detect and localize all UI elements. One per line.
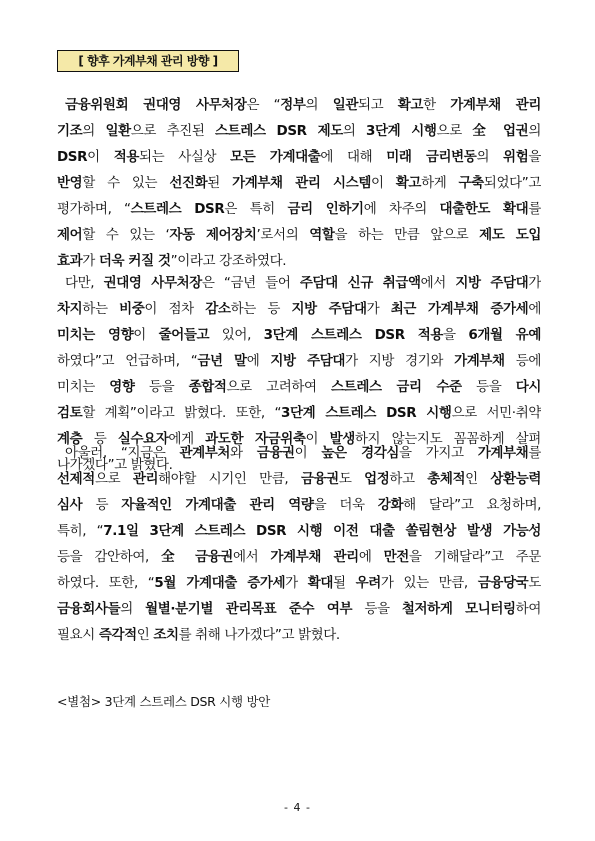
text-run: 으로 서민·취약: [451, 405, 541, 421]
text-run: 의: [305, 97, 333, 113]
bold-run: 적용: [113, 149, 140, 165]
text-run: 가: [528, 275, 541, 291]
bold-run: 발생: [329, 431, 355, 447]
text-run: 하고: [389, 471, 428, 487]
bold-run: 미치는 영향: [57, 327, 134, 343]
text-run: 의: [476, 149, 504, 165]
text-run: 을 기해달라”고 주문: [408, 549, 541, 565]
text-run: 미치는: [57, 379, 110, 395]
text-run: 에: [358, 549, 384, 565]
bold-run: 금리 인하기: [287, 201, 364, 217]
text-run: 하게: [421, 175, 459, 191]
bold-run: 더욱 커질 것: [98, 253, 171, 269]
bold-run: 지방 주담대: [270, 353, 346, 369]
text-run: 은 특히: [224, 201, 288, 217]
bold-run: 선진화: [169, 175, 208, 191]
bold-run: 총체적: [427, 471, 466, 487]
bold-run: 3단계 시행: [366, 123, 437, 139]
text-run: 되는 사실상: [139, 149, 231, 165]
bold-run: 6개월 유예: [468, 327, 541, 343]
bold-run: 강화: [377, 497, 404, 513]
bold-run: 관계부처: [179, 445, 231, 461]
text-run: 되었다”고: [483, 175, 541, 191]
text-line: [57, 222, 541, 248]
bold-run: 지방 주담대: [455, 275, 529, 291]
text-run: 하는: [82, 301, 120, 317]
text-line: [57, 622, 541, 648]
bold-run: 금융권: [256, 445, 295, 461]
text-run: 하였다”고 언급하며, “: [57, 353, 198, 369]
bold-run: 영향: [109, 379, 135, 395]
text-run: 에게: [168, 431, 206, 447]
text-run: 를 취해 나가겠다”고 밝혔다.: [178, 627, 340, 643]
text-run: 등: [82, 497, 122, 513]
text-run: 나가겠다”고 밝혔다.: [57, 457, 173, 473]
text-run: 등을 감안하여,: [57, 549, 162, 565]
bold-run: 가계부채: [454, 353, 505, 369]
bold-run: 금융당국: [477, 575, 529, 591]
text-run: 인: [465, 471, 491, 487]
bold-run: 높은 경각심: [321, 445, 400, 461]
text-run: 다만,: [65, 275, 104, 291]
text-run: 에: [246, 353, 271, 369]
bold-run: 3단계 스트레스 DSR 적용: [263, 327, 444, 343]
text-run: 필요시: [57, 627, 99, 643]
text-run: 있어,: [209, 327, 264, 343]
bold-run: 역할: [309, 227, 335, 243]
paragraph-policy-evaluation: [57, 92, 541, 274]
text-run: 에 차주의: [363, 201, 440, 217]
text-run: 해 달라”고 요청하며,: [403, 497, 541, 513]
bold-run: 확대: [307, 575, 334, 591]
bold-run: 심사: [57, 497, 83, 513]
bold-run: 과도한 자금위축: [205, 431, 306, 447]
text-run: 을 하는 만큼 앞으로: [334, 227, 480, 243]
page-number: - 4 -: [284, 801, 311, 814]
bold-run: 종합적: [188, 379, 227, 395]
text-run: 등을: [134, 379, 189, 395]
bold-run: 월별·분기별 관리목표 준수 여부: [145, 601, 353, 617]
bold-run: 조치: [153, 627, 179, 643]
bold-run: 권대영 사무처장: [103, 275, 202, 291]
text-run: 이 점차: [144, 301, 206, 317]
text-run: 가: [285, 575, 308, 591]
text-line: [57, 466, 541, 492]
text-run: 도: [338, 471, 365, 487]
bold-run: 계층: [57, 431, 83, 447]
text-line: [57, 296, 541, 322]
text-run: 에서: [232, 549, 271, 565]
bold-run: 위험: [503, 149, 529, 165]
text-run: 해야할 시기인 만큼,: [158, 471, 301, 487]
bold-run: 자율적인 가계대출 관리 역량: [121, 497, 314, 513]
bold-run: 즉각적: [98, 627, 137, 643]
bold-run: 철저하게 모니터링: [401, 601, 516, 617]
text-run: 하였다. 또한, “: [57, 575, 155, 591]
bold-run: 선제적: [57, 471, 95, 487]
text-line: [57, 144, 541, 170]
bold-run: 차지: [57, 301, 83, 317]
text-run: 으로 고려하여: [226, 379, 332, 395]
bold-run: 금융회사들: [57, 601, 121, 617]
text-run: 이: [370, 175, 396, 191]
text-run: 되고: [357, 97, 398, 113]
bold-run: 최근 가계부채 증가세: [390, 301, 529, 317]
text-line: [57, 322, 541, 348]
text-line: [57, 270, 541, 296]
text-run: 등을: [352, 601, 402, 617]
text-line: [57, 196, 541, 222]
bold-run: 감소: [205, 301, 231, 317]
bold-run: 가계부채: [477, 445, 529, 461]
text-run: 의: [82, 123, 106, 139]
text-run: 에: [528, 301, 541, 317]
bold-run: 정부: [280, 97, 306, 113]
text-line: [57, 400, 541, 426]
text-run: 에서: [420, 275, 456, 291]
text-run: 이: [305, 431, 330, 447]
bold-run: 줄어들고: [158, 327, 210, 343]
bold-run: 검토: [57, 405, 83, 421]
text-run: 를: [528, 201, 541, 217]
text-run: 될: [333, 575, 356, 591]
bold-run: 금융위원회 권대영 사무처장: [65, 97, 247, 113]
bold-run: 미래 금리변동: [386, 149, 477, 165]
text-line: [57, 92, 541, 118]
bold-run: 3단계 스트레스 DSR 시행: [281, 405, 452, 421]
bold-run: 일관: [332, 97, 358, 113]
bold-run: 제어: [57, 227, 83, 243]
bold-run: 금융권: [300, 471, 339, 487]
text-run: 와: [230, 445, 257, 461]
bold-run: 지방 주담대: [291, 301, 367, 317]
text-run: ’로서의: [256, 227, 310, 243]
text-line: [57, 518, 541, 544]
text-line: [57, 374, 541, 400]
text-line: [57, 118, 541, 144]
bold-run: 효과: [57, 253, 83, 269]
text-run: 아울러, “지금은: [65, 445, 180, 461]
bold-run: 다시: [515, 379, 541, 395]
text-run: 된: [207, 175, 233, 191]
paragraph-financial-sector-request: [57, 440, 541, 648]
text-run: 할 수 있는 ‘: [82, 227, 170, 243]
bold-run: 全 금융권: [161, 549, 233, 565]
text-run: 를: [528, 445, 541, 461]
text-run: 을: [528, 149, 541, 165]
text-run: 이: [294, 445, 322, 461]
text-run: 특히, “: [57, 523, 104, 539]
section-heading: [ 향후 가계부채 관리 방향 ]: [57, 50, 239, 72]
bold-run: 상환능력: [490, 471, 541, 487]
bold-run: 가계부채 관리 시스템: [232, 175, 371, 191]
bold-run: 5월 가계대출 증가세: [154, 575, 286, 591]
bold-run: 반영: [57, 175, 83, 191]
bold-run: 확고: [395, 175, 422, 191]
text-line: [57, 440, 541, 466]
text-line: [57, 492, 541, 518]
text-run: 등: [82, 431, 118, 447]
text-run: ”이라고 강조하였다.: [170, 253, 287, 269]
text-run: 가: [82, 253, 99, 269]
text-run: 이: [87, 149, 114, 165]
text-run: 할 수 있는: [82, 175, 170, 191]
bold-run: 가계부채 관리: [270, 549, 359, 565]
text-run: 가: [366, 301, 391, 317]
bold-run: 스트레스 DSR 제도: [215, 123, 343, 139]
bold-run: 스트레스 금리 수준: [331, 379, 462, 395]
bold-run: 비중: [119, 301, 145, 317]
text-line: [57, 596, 541, 622]
text-run: 은 “금년 들어: [201, 275, 300, 291]
text-run: 을 더욱: [313, 497, 378, 513]
bold-run: 구축: [458, 175, 484, 191]
text-run: 으로 추진된: [130, 123, 216, 139]
bold-run: 관리: [132, 471, 159, 487]
text-run: 평가하며, “: [57, 201, 131, 217]
text-run: 가 지방 경기와: [345, 353, 455, 369]
text-run: 에 대해: [320, 149, 387, 165]
text-run: 은 “: [246, 97, 281, 113]
bold-run: 7.1일 3단계 스트레스 DSR 시행 이전 대출 쏠림현상 발생 가능성: [103, 523, 541, 539]
text-run: 을: [443, 327, 469, 343]
text-run: 으로: [94, 471, 133, 487]
text-run: 등을: [461, 379, 516, 395]
text-run: 으로: [436, 123, 473, 139]
text-run: 이: [133, 327, 159, 343]
bold-run: 자동 제어장치: [169, 227, 257, 243]
text-run: 하는 등: [230, 301, 292, 317]
bold-run: 가계부채 관리: [450, 97, 541, 113]
bold-run: 주담대 신규 취급액: [299, 275, 421, 291]
text-run: 도: [528, 575, 541, 591]
text-line: [57, 570, 541, 596]
bold-run: 금년 말: [197, 353, 247, 369]
bold-run: 全 업권: [472, 123, 529, 139]
text-run: 가 있는 만큼,: [380, 575, 478, 591]
bold-run: 확고: [397, 97, 424, 113]
text-line: [57, 170, 541, 196]
text-line: [57, 348, 541, 374]
bold-run: 제도 도입: [479, 227, 541, 243]
text-run: 의: [342, 123, 367, 139]
text-run: 하지 않는지도 꼼꼼하게 살펴: [354, 431, 541, 447]
bold-run: 스트레스 DSR: [130, 201, 225, 217]
bold-run: 일환: [105, 123, 131, 139]
text-run: 한: [423, 97, 451, 113]
bold-run: 대출한도 확대: [439, 201, 529, 217]
text-run: 인: [136, 627, 154, 643]
text-run: 등에: [504, 353, 541, 369]
bold-run: 업정: [364, 471, 390, 487]
bold-run: DSR: [57, 149, 88, 165]
bold-run: 기조: [57, 123, 83, 139]
text-line: [57, 544, 541, 570]
text-run: 의: [120, 601, 146, 617]
bold-run: 실수요자: [117, 431, 169, 447]
bold-run: 우려: [355, 575, 381, 591]
bold-run: 모든 가계대출: [230, 149, 321, 165]
text-run: 할 계획”이라고 밝혔다. 또한, “: [82, 405, 282, 421]
text-run: 을 가지고: [399, 445, 478, 461]
bold-run: 만전: [383, 549, 409, 565]
text-run: 의: [528, 123, 541, 139]
attachment-note: <별첨> 3단계 스트레스 DSR 시행 방안: [57, 694, 271, 709]
text-run: 하여: [515, 601, 541, 617]
